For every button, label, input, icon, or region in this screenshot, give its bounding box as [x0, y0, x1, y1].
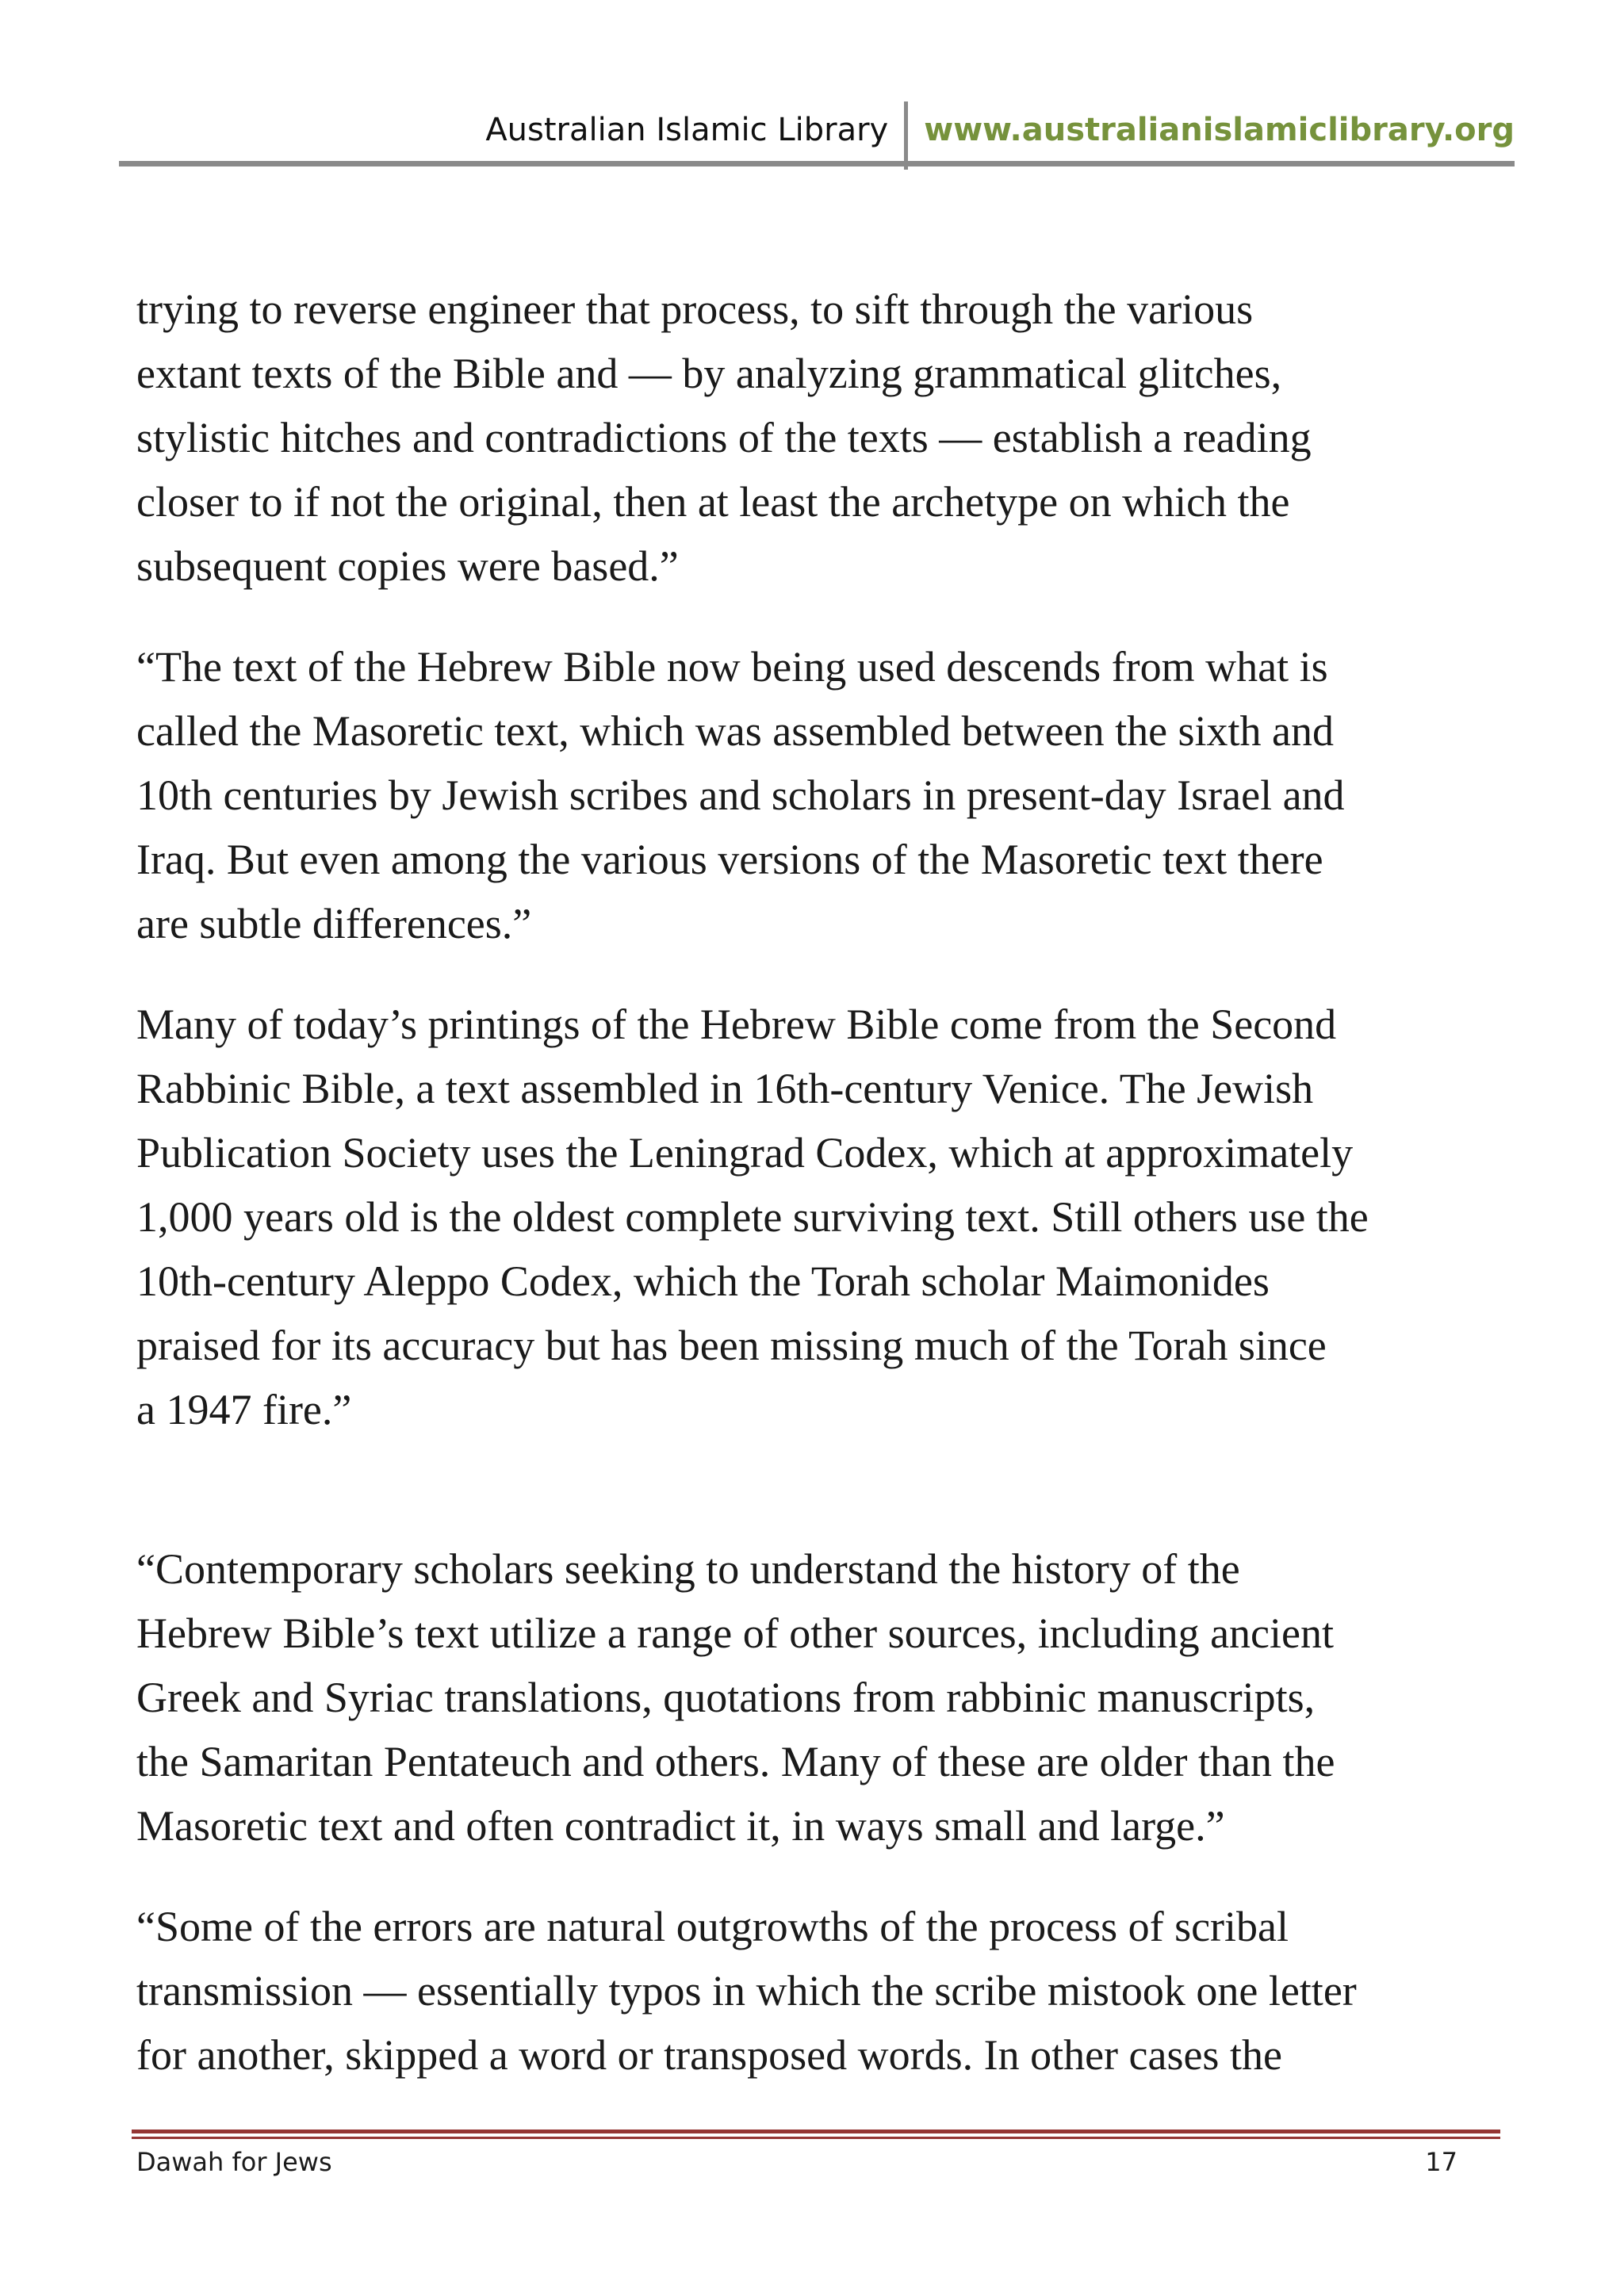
text-line: “Some of the errors are natural outgrowths of the process of scribal: [136, 1903, 1289, 1950]
text-line: subsequent copies were based.”: [136, 542, 679, 590]
text-line: trying to reverse engineer that process, to sift through the various: [136, 285, 1254, 333]
paragraph-gap: [136, 599, 1492, 635]
paragraph-4: [136, 1537, 1492, 1858]
text-line: called the Masoretic text, which was assembled between the sixth and: [136, 707, 1335, 755]
text-line: praised for its accuracy but has been missing much of the Torah since: [136, 1322, 1327, 1369]
footer-rule: [132, 2130, 1500, 2133]
page-number: 17: [1425, 2147, 1457, 2177]
body-content: [136, 277, 1492, 2087]
text-line: extant texts of the Bible and — by analyzing grammatical glitches,: [136, 350, 1282, 397]
header-library-name: Australian Islamic Library: [485, 112, 889, 148]
header-url-link[interactable]: www.australianislamiclibrary.org: [924, 112, 1515, 148]
paragraph-gap: [136, 1442, 1492, 1537]
text-line: 1,000 years old is the oldest complete surviving text. Still others use the: [136, 1193, 1369, 1241]
text-line: Many of today’s printings of the Hebrew Bible come from the Second: [136, 1001, 1337, 1048]
text-line: Hebrew Bible’s text utilize a range of other sources, including ancient: [136, 1609, 1334, 1657]
text-line: Publication Society uses the Leningrad Codex, which at approximately: [136, 1129, 1354, 1177]
paragraph-gap: [136, 1858, 1492, 1895]
footer-rule-thin: [132, 2137, 1500, 2139]
text-line: closer to if not the original, then at least the archetype on which the: [136, 478, 1290, 526]
paragraph-gap: [136, 956, 1492, 993]
text-line: a 1947 fire.”: [136, 1386, 352, 1433]
text-line: stylistic hitches and contradictions of the texts — establish a reading: [136, 414, 1312, 461]
paragraph-5: [136, 1895, 1492, 2087]
text-line: “Contemporary scholars seeking to understand the history of the: [136, 1545, 1240, 1593]
text-line: transmission — essentially typos in which the scribe mistook one letter: [136, 1967, 1357, 2015]
text-line: Greek and Syriac translations, quotations from rabbinic manuscripts,: [136, 1674, 1316, 1721]
page-header: [119, 95, 1515, 166]
header-inner: [485, 101, 1515, 159]
text-line: Iraq. But even among the various versions of the Masoretic text there: [136, 836, 1323, 883]
paragraph-2: [136, 635, 1492, 956]
text-line: are subtle differences.”: [136, 900, 532, 947]
paragraph-1: [136, 277, 1492, 599]
text-line: for another, skipped a word or transposed words. In other cases the: [136, 2031, 1282, 2079]
footer-book-title: Dawah for Jews: [136, 2147, 332, 2177]
text-line: 10th-century Aleppo Codex, which the Torah scholar Maimonides: [136, 1257, 1270, 1305]
paragraph-3: [136, 993, 1492, 1442]
text-line: “The text of the Hebrew Bible now being used descends from what is: [136, 643, 1328, 691]
text-line: the Samaritan Pentateuch and others. Many of these are older than the: [136, 1738, 1335, 1785]
text-line: 10th centuries by Jewish scribes and scholars in present-day Israel and: [136, 771, 1345, 819]
text-line: Rabbinic Bible, a text assembled in 16th-century Venice. The Jewish: [136, 1065, 1314, 1112]
text-line: Masoretic text and often contradict it, in ways small and large.”: [136, 1802, 1225, 1850]
header-rule: [119, 161, 1515, 166]
